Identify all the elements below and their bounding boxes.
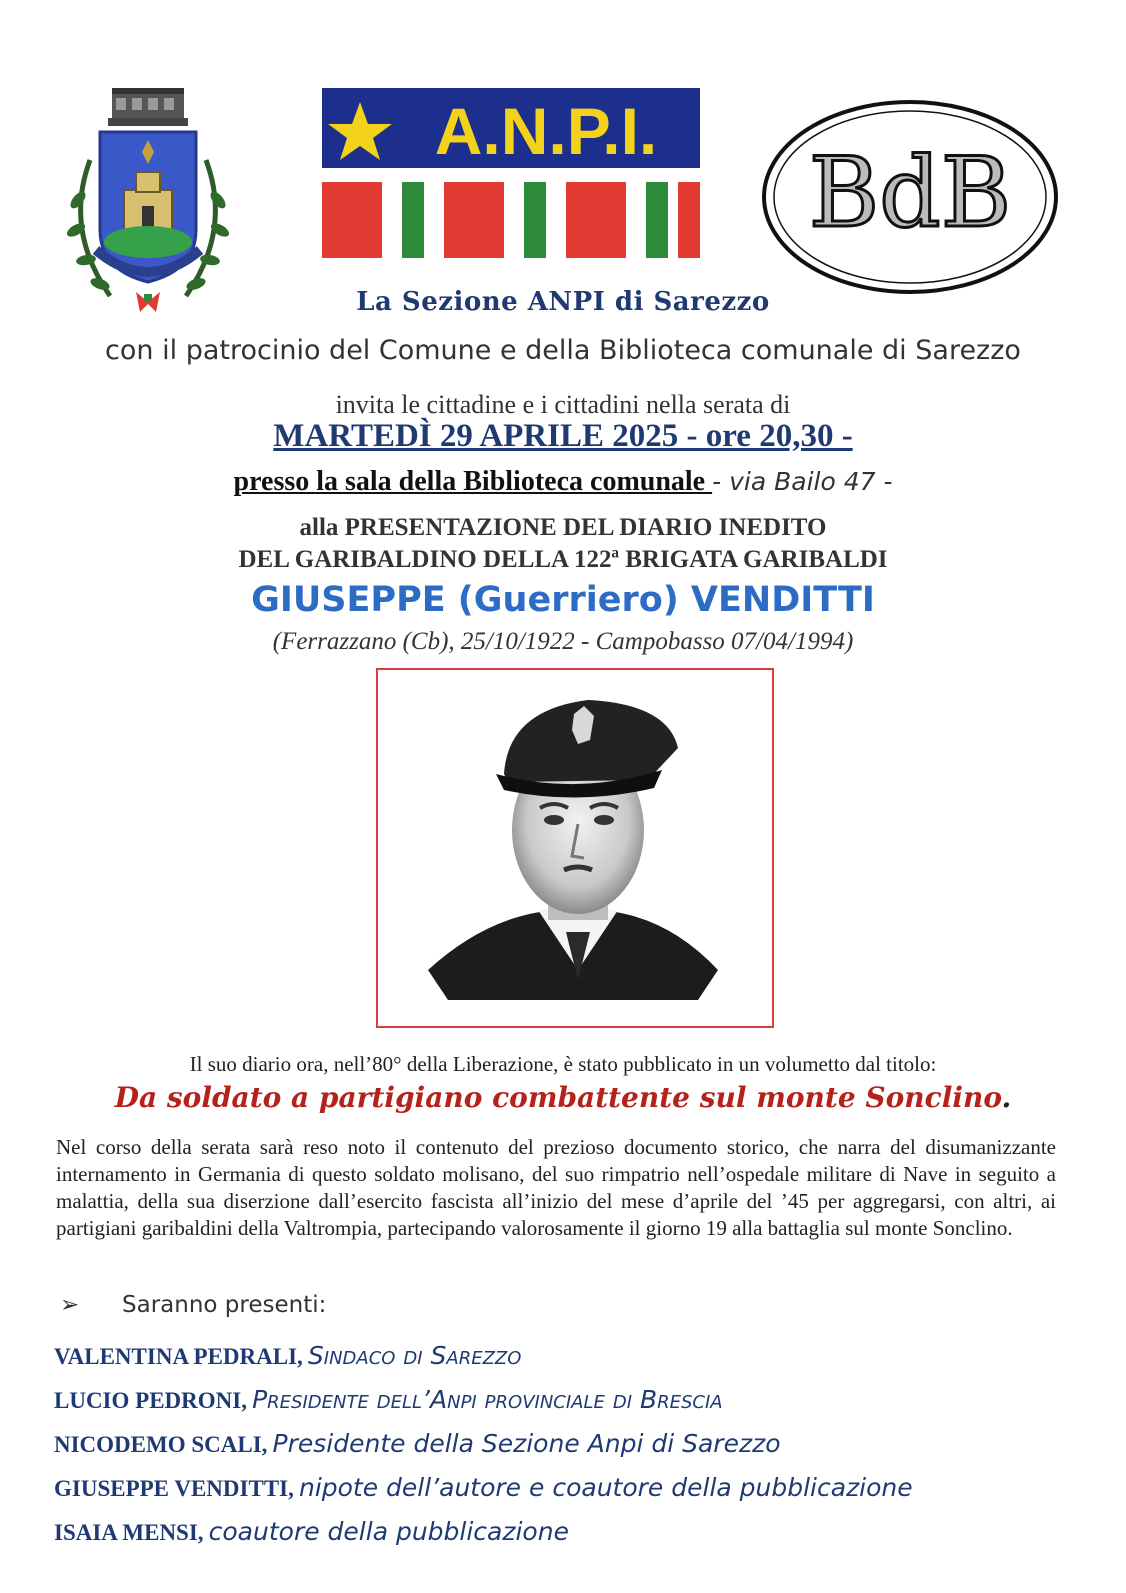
presentation-line-2: DEL GARIBALDINO DELLA 122ª BRIGATA GARIBALDI: [238, 546, 888, 573]
subject-dates: (Ferrazzano (Cb), 25/10/1922 - Campobasso 07/04/1994): [272, 628, 854, 655]
patronage-line: con il patrocinio del Comune e della Biblioteca comunale di Sarezzo: [105, 335, 1021, 366]
portrait-photo: [376, 668, 774, 1028]
logo-row: [0, 40, 1126, 280]
anpi-logo-icon: [322, 88, 700, 258]
presenter-row: [54, 1378, 1094, 1422]
soldier-portrait-icon: [378, 670, 772, 1026]
bcb-logo-text: BdB: [808, 137, 1012, 249]
presentation-line-1: alla PRESENTAZIONE DEL DIARIO INEDITO: [299, 514, 827, 541]
sarezzo-coat-of-arms-icon: [50, 80, 246, 320]
book-title: Da soldato a partigiano combattente sul monte Sonclino: [114, 1081, 1002, 1114]
anpi-logo-text: A.N.P.I.: [434, 94, 658, 168]
presenter-name: GIUSEPPE VENDITTI,: [54, 1476, 294, 1501]
book-title-period: .: [1001, 1081, 1012, 1114]
venue-address: - via Bailo 47 -: [712, 467, 893, 496]
presenter-role: Presidente della Sezione Anpi di Sarezzo: [272, 1429, 781, 1458]
presenter-name: VALENTINA PEDRALI,: [54, 1344, 303, 1369]
venue-line: [0, 466, 1126, 498]
book-title-line: [0, 1081, 1126, 1114]
bcb-library-logo-icon: [760, 98, 1060, 296]
presenters-heading: [60, 1292, 326, 1318]
book-intro: Il suo diario ora, nell’80° della Liberazione, è stato pubblicato in un volumetto dal titolo:: [189, 1052, 937, 1076]
presenter-name: LUCIO PEDRONI,: [54, 1388, 247, 1413]
presenter-name: NICODEMO SCALI,: [54, 1432, 268, 1457]
presenter-role: Presidente dell’Anpi provinciale di Brescia: [252, 1385, 723, 1414]
presenter-role: Sindaco di Sarezzo: [307, 1341, 522, 1370]
book-description: Nel corso della serata sarà reso noto il contenuto del prezioso documento storico, che narra del disumanizzante internamento in Germania di questo soldato molisano, del suo rimpatrio nell’ospedale militare di Nave in seguito a malattia, della sua diserzione dall’esercito fascista all’inizio del mese d’aprile del ’45 per aggregarsi, con altri, ai partigiani garibaldini della Valtrompia, partecipando valorosamente il giorno 19 alla battaglia sul monte Sonclino.: [56, 1135, 1056, 1240]
organizer-line: La Sezione ANPI di Sarezzo: [356, 287, 770, 317]
presenter-row: [54, 1466, 1094, 1510]
presenter-row: [54, 1510, 1094, 1554]
presenters-heading-text: Saranno presenti:: [122, 1292, 327, 1318]
presentation-heading: [0, 512, 1126, 576]
arrow-bullet-icon: ➢: [60, 1292, 80, 1318]
event-date-time: MARTEDÌ 29 APRILE 2025 - ore 20,30 -: [273, 418, 853, 454]
presenters-list: [54, 1334, 1094, 1554]
invite-line: invita le cittadine e i cittadini nella serata di: [335, 390, 791, 419]
subject-name: GIUSEPPE (Guerriero) VENDITTI: [251, 580, 875, 620]
presenter-role: coautore della pubblicazione: [208, 1517, 569, 1546]
presenter-row: [54, 1334, 1094, 1378]
venue-name: presso la sala della Biblioteca comunale: [233, 466, 713, 497]
presenter-role: nipote dell’autore e coautore della pubblicazione: [298, 1473, 913, 1502]
presenter-name: ISAIA MENSI,: [54, 1520, 204, 1545]
presenter-row: [54, 1422, 1094, 1466]
